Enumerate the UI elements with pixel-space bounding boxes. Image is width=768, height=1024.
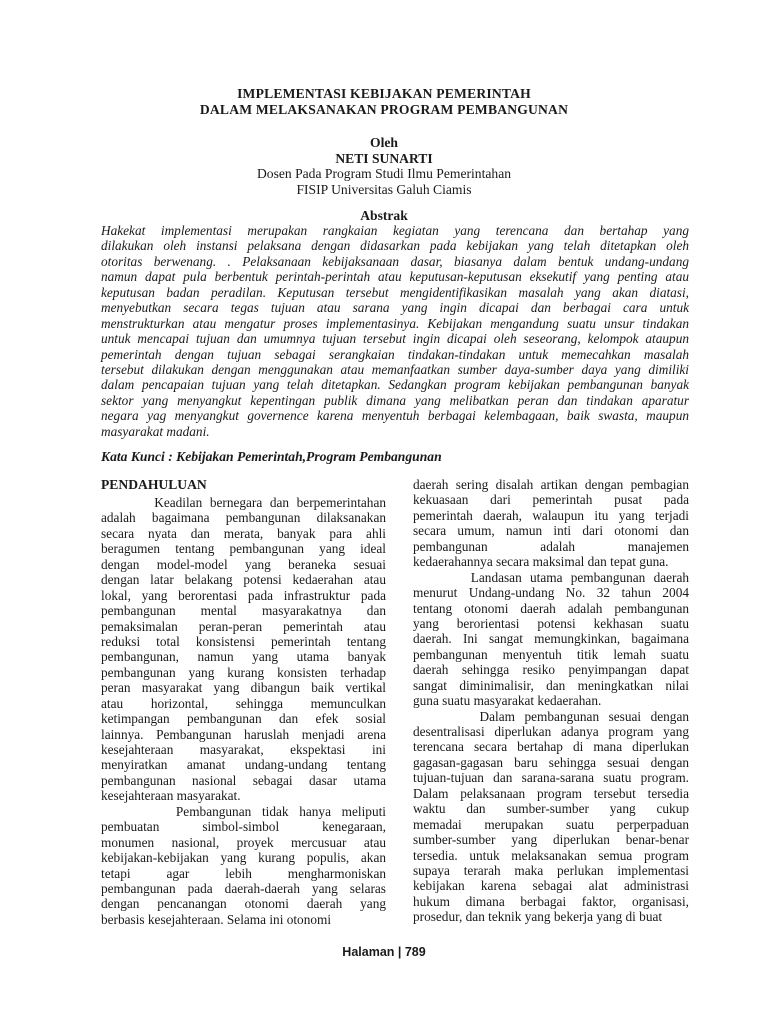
body-text-line: pembangunan nasional sebagai dasar utama (101, 772, 386, 788)
page-number: Halaman | 789 (342, 945, 426, 959)
keywords: Kata Kunci : Kebijakan Pemerintah,Program Pembangunan (101, 449, 442, 464)
body-text-line: gagasan-gagasan baru sehingga sesuai dengan (413, 754, 689, 770)
body-text-line: memadai merupakan suatu perperpaduan (413, 816, 689, 832)
author-name: NETI SUNARTI (335, 150, 433, 166)
body-text-line: waktu dan sumber-sumber yang cukup (413, 801, 689, 817)
body-text-line: pemaksimalan peran-peran pemerintah atau (101, 618, 386, 634)
body-text-line: ketimpangan pembangunan dan efek sosial (101, 711, 386, 727)
body-text-line: Dalam pelaksanaan program tersebut tersedia (413, 785, 689, 801)
abstract-line: dilakukan oleh instansi pelaksana dengan didasarkan pada kebijakan yang telah ditetapkan oleh (101, 238, 689, 254)
abstract-line: keputusan badan peradilan. Keputusan tersebut mengidentifikasikan masalah yang akan diatasi, (101, 284, 689, 300)
left-column (101, 477, 386, 927)
body-text-line: berbasis kesejahteraan. Selama ini otonomi (101, 911, 332, 927)
body-text-line: yang berorientasi potensi kekhasan suatu (413, 615, 689, 631)
body-text-line: pembangunan mental masyarakatnya dan (101, 603, 386, 619)
author-block (0, 135, 768, 197)
body-text-line: pembangunan adalah manajemen (413, 538, 689, 554)
body-text-line: Keadilan bernegara dan berpemerintahan (101, 495, 386, 510)
paper-title (0, 86, 768, 118)
abstract-line: otoritas berwenang. . Pelaksanaan kebijaksanaan dasar, biasanya dalam bentuk undang-undang (101, 253, 689, 269)
abstract-line: untuk mencapai tujuan dan umumnya tujuan tersebut ingin dicapai oleh seseorang, kelompok ataupun (101, 331, 689, 347)
title-line-1: IMPLEMENTASI KEBIJAKAN PEMERINTAH (237, 86, 531, 101)
body-text-line: menurut Undang-undang No. 32 tahun 2004 (413, 585, 689, 601)
body-text-line: secara umum, namun inti dari otonomi dan (413, 523, 689, 539)
body-text-line: kesejahteraan masyarakat. (101, 788, 241, 804)
body-text-line: pembuatan simbol-simbol kenegaraan, (101, 819, 386, 835)
body-text-line: dengan latar belakang potensi kedaerahan atau (101, 572, 386, 588)
body-text-line: lokal, yang berorentasi pada infrastruktur pada (101, 587, 386, 603)
author-by-label: Oleh (370, 135, 398, 150)
title-line-2: DALAM MELAKSANAKAN PROGRAM PEMBANGUNAN (199, 102, 569, 117)
body-text-line: secara nyata dan merata, banyak para ahli (101, 525, 386, 541)
abstract-body (101, 223, 689, 439)
body-text-line: sumber-sumber yang diperlukan benar-benar (413, 832, 689, 848)
body-text-line: prosedur, dan teknik yang bekerja yang di buat (413, 909, 663, 925)
abstract-line: dalam pencapaian tujuan yang telah ditetapkan. Sedangkan program kebijakan pembangunan banyak (101, 377, 689, 393)
body-text-line: beragumen tentang pembangunan yang ideal (101, 541, 386, 557)
abstract-line: menstrukturkan atau mengatur proses implementasinya. Kebijakan mengandung suatu unsur tindakan (101, 315, 689, 331)
body-text-line: menyiratkan amanat undang-undang tentang (101, 757, 386, 773)
body-text-line: atau horizontal, sehingga memunculkan (101, 695, 386, 711)
body-text-line: supaya terarah maka perlukan implementasi (413, 862, 689, 878)
abstract-line: sektor yang menyangkut kepentingan publik dimana yang melibatkan peran dan tindakan aparatur (101, 392, 689, 408)
body-text-line: pembangunan yang kurang konsisten terhadap (101, 664, 386, 680)
body-text-line: pembangunan pada daerah-daerah yang selaras (101, 880, 386, 896)
body-text-line: Pembangunan tidak hanya meliputi (101, 803, 386, 819)
body-text-line: tersedia. untuk melaksanakan semua program (413, 847, 689, 863)
body-text-line: pembangunan menyentuh titik lemah suatu (413, 646, 689, 662)
abstract-line: pemerintah dengan tujuan sebagai serangkaian tindakan-tindakan untuk memecahkan masalah (101, 346, 689, 362)
body-text-line: dengan model-model yang beraneka sesuai (101, 556, 386, 572)
body-text-line: lainnya. Pembangunan haruslah menjadi arena (101, 726, 386, 742)
body-text-line: kebijakan-kebijakan yang kurang populis, akan (101, 850, 386, 866)
body-text-line: pemerintah daerah, walaupun itu yang terjadi (413, 507, 689, 523)
abstract-line: masyarakat madani. (101, 423, 210, 439)
body-text-line: reduksi total konsistensi pemerintah tentang (101, 633, 386, 649)
body-text-line: adalah bagaimana pembangunan dilaksanakan (101, 510, 386, 526)
abstract-line: tersebut dilakukan dengan menggunakan atau memanfaatkan sumber daya-sumber daya yang dimiliki (101, 361, 689, 377)
body-text-line: tujuan-tujuan dan sarana-sarana suatu program. (413, 770, 689, 786)
body-text-line: pembangunan, namun yang utama banyak (101, 649, 386, 665)
abstract-heading: Abstrak (360, 208, 408, 223)
body-text-line: sangat diminimalisir, dan meningkatkan nilai (413, 677, 689, 693)
author-affiliation-2: FISIP Universitas Galuh Ciamis (296, 181, 472, 197)
body-text-line: dengan pencanangan otonomi daerah yang (101, 896, 386, 912)
body-text-line: daerah. Ini sangat memungkinkan, bagaimana (413, 631, 689, 647)
abstract-line: negara yag menyangkut governence karena menyentuh berbagai kelembagaan, baik swasta, maupun (101, 408, 689, 424)
body-text-line: monumen nasional, proyek mercusuar atau (101, 834, 386, 850)
abstract-line: Hakekat implementasi merupakan rangkaian kegiatan yang terencana dan bertahap yang (101, 223, 689, 238)
abstract-line: menyebutkan secara tegas tujuan atau sarana yang ingin dicapai dan berbagai cara untuk (101, 300, 689, 316)
body-text-line: peran masyarakat yang dibangun baik vertikal (101, 680, 386, 696)
body-text-line: tentang otonomi daerah adalah pembangunan (413, 600, 689, 616)
body-text-line: daerah sering disalah artikan dengan pembagian (413, 477, 689, 492)
body-text-line: desentralisasi diperlukan adanya program yang (413, 724, 689, 739)
body-text-line: Dalam pembangunan sesuai dengan (413, 708, 689, 724)
body-text-line: daerah sehingga resiko penyimpangan dapat (413, 662, 689, 678)
body-text-line: tetapi agar lebih mengharmoniskan (101, 865, 386, 881)
body-text-line: kesejahteraan masyarakat, ekspektasi ini (101, 742, 386, 757)
body-text-line: kekuasaan dari pemerintah pusat pada (413, 492, 689, 508)
body-text-line: kedaerahannya secara maksimal dan tepat guna. (413, 554, 669, 570)
body-text-line: kebijakan karena sebagai alat administrasi (413, 878, 689, 894)
section-heading: PENDAHULUAN (101, 477, 207, 492)
abstract-line: namun dapat pula berbentuk perintah-perintah atau keputusan-keputusan eksekutif yang penting atau (101, 269, 689, 285)
body-text-line: hukum dimana berbagai faktor, organisasi, (413, 893, 689, 909)
right-column (413, 477, 689, 925)
body-text-line: guna suatu masyarakat kedaerahan. (413, 693, 602, 709)
body-text-line: Landasan utama pembangunan daerah (413, 569, 689, 585)
body-text-line: terencana secara bertahap di mana diperlukan (413, 739, 689, 755)
author-affiliation-1: Dosen Pada Program Studi Ilmu Pemerintahan (256, 166, 512, 181)
